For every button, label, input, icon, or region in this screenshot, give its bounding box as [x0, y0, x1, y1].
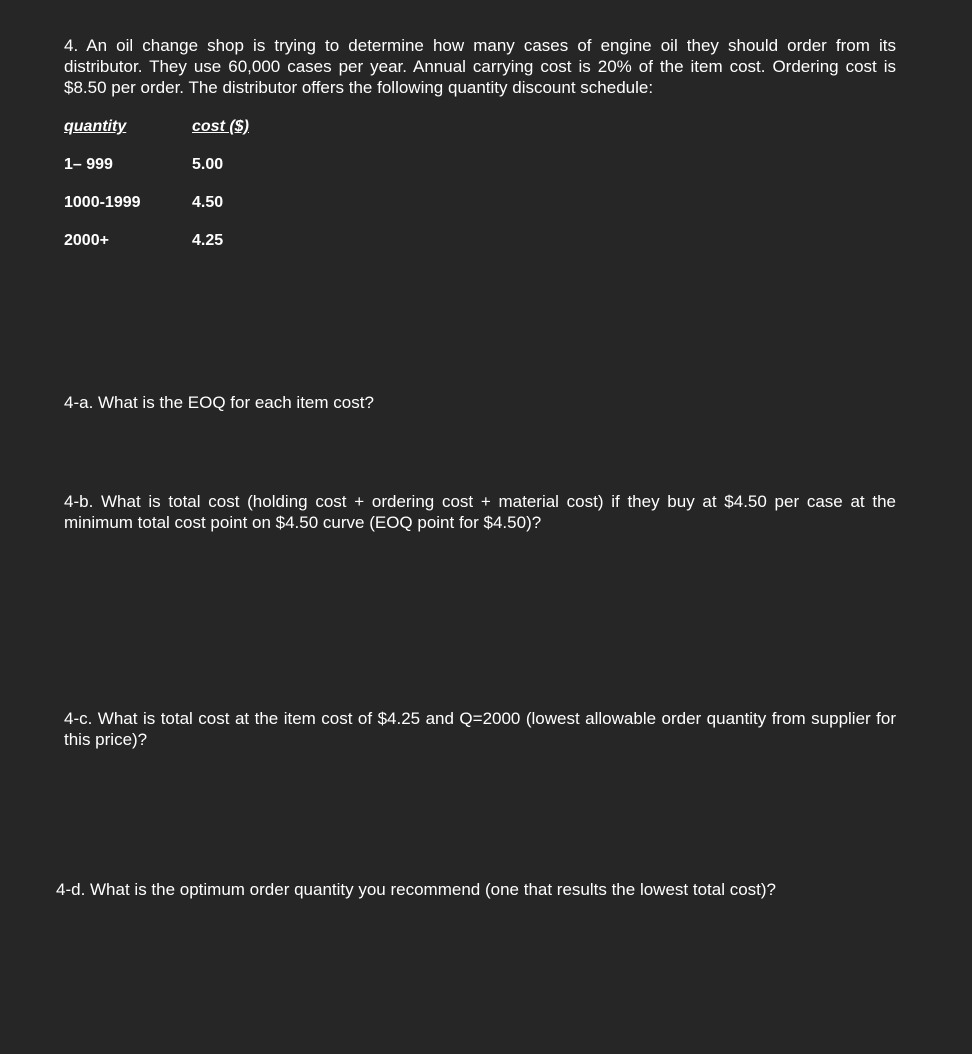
quantity-column-header: quantity — [64, 118, 127, 135]
question-4d: 4-d. What is the optimum order quantity you recommend (one that results the lowest total cost)? — [56, 880, 777, 899]
quantity-cell: 1000-1999 — [64, 194, 141, 211]
question-4c: 4-c. What is total cost at the item cost of $4.25 and Q=2000 (lowest allowable order quantity from supplier for this price)? — [64, 709, 896, 749]
cost-column-header: cost ($) — [192, 118, 249, 135]
problem-statement: 4. An oil change shop is trying to determine how many cases of engine oil they should order from its distributor. They use 60,000 cases per year. Annual carrying cost is 20% of the item cost. Ordering cost is $8.50 per order. The distributor offers the following quantity discount schedule: — [64, 36, 896, 97]
quantity-cell: 2000+ — [64, 232, 109, 249]
table-row — [64, 192, 364, 230]
table-header-row — [64, 116, 364, 154]
cost-cell: 4.25 — [192, 232, 224, 249]
cost-cell: 4.50 — [192, 194, 224, 211]
question-4b: 4-b. What is total cost (holding cost + ordering cost + material cost) if they buy at $4.50 per case at the minimum total cost point on $4.50 curve (EOQ point for $4.50)? — [64, 492, 896, 532]
discount-schedule-table — [64, 116, 364, 268]
quantity-cell: 1– 999 — [64, 156, 113, 173]
table-row — [64, 230, 364, 268]
table-row — [64, 154, 364, 192]
question-4a: 4-a. What is the EOQ for each item cost? — [64, 393, 374, 412]
cost-cell: 5.00 — [192, 156, 224, 173]
